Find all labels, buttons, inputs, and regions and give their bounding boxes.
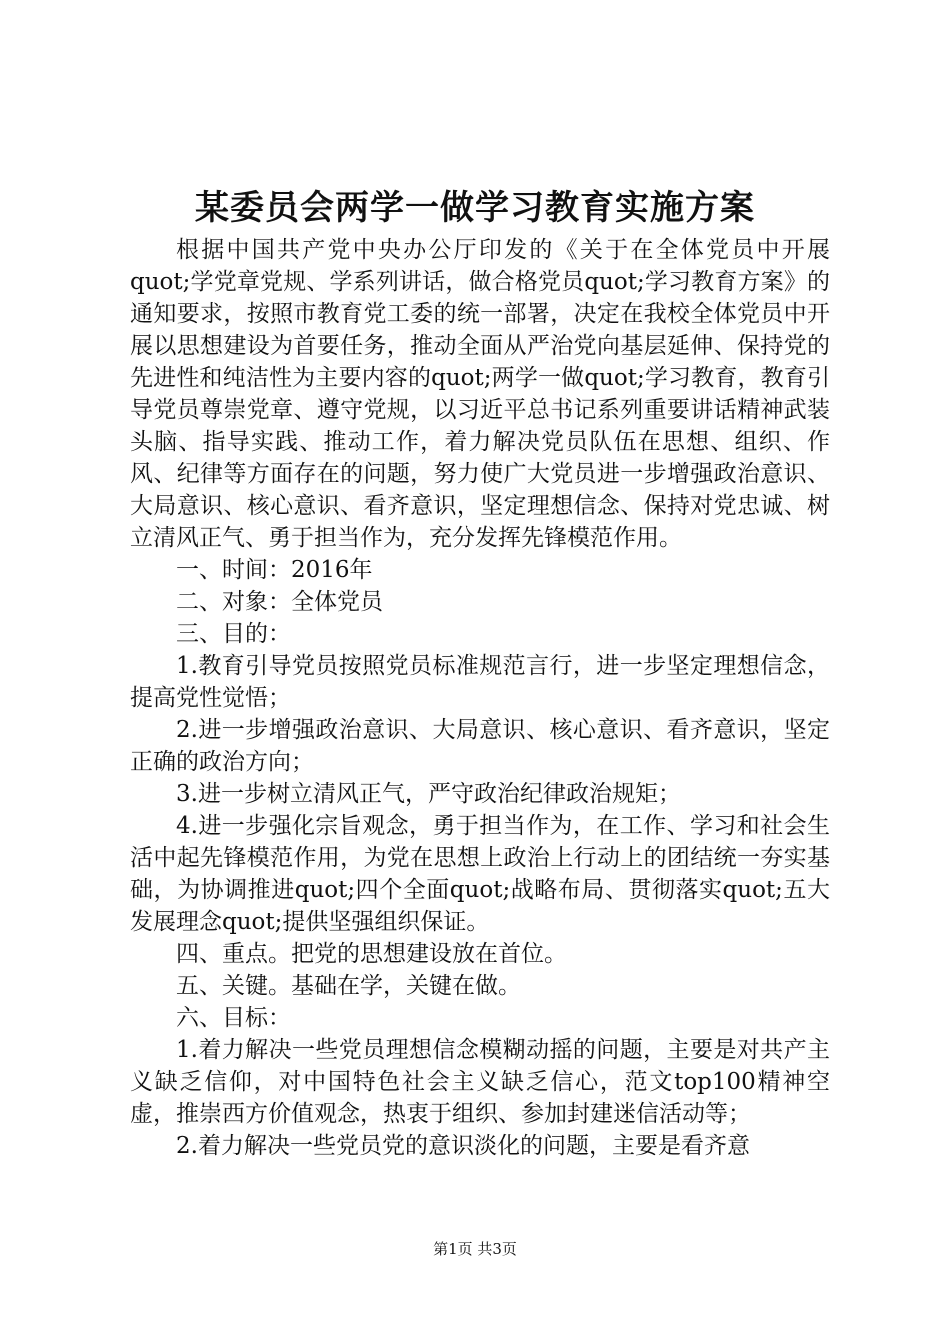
paragraph-purpose-4: 4.进一步强化宗旨观念，勇于担当作为，在工作、学习和社会生活中起先锋模范作用，为党在思想上政治上行动上的团结统一夯实基础，为协调推进quot;四个全面quot;战略布局、贯彻落实quot;五大发展理念quot;提供坚强组织保证。 xyxy=(130,813,830,935)
paragraph-goal-heading: 六、目标： xyxy=(176,1005,291,1031)
paragraph-key: 五、关键。基础在学，关键在做。 xyxy=(176,973,521,999)
paragraph-purpose-3: 3.进一步树立清风正气，严守政治纪律政治规矩； xyxy=(176,781,681,807)
paragraph-purpose-2: 2.进一步增强政治意识、大局意识、核心意识、看齐意识，坚定正确的政治方向； xyxy=(130,717,830,775)
paragraph-purpose-1: 1.教育引导党员按照党员标准规范言行，进一步坚定理想信念，提高党性觉悟； xyxy=(130,653,830,711)
paragraph-time: 一、时间：2016年 xyxy=(176,557,373,583)
paragraph-focus: 四、重点。把党的思想建设放在首位。 xyxy=(176,941,567,967)
paragraph-goal-1: 1.着力解决一些党员理想信念模糊动摇的问题，主要是对共产主义缺乏信仰，对中国特色社会主义缺乏信心，范文top100精神空虚，推崇西方价值观念，热衷于组织、参加封建迷信活动等； xyxy=(130,1037,830,1127)
page-number-footer: 第1页 共3页 xyxy=(433,1240,517,1258)
paragraph-goal-2: 2.着力解决一些党员党的意识淡化的问题，主要是看齐意 xyxy=(176,1133,750,1159)
document-title: 某委员会两学一做学习教育实施方案 xyxy=(195,188,755,228)
paragraph-intro: 根据中国共产党中央办公厅印发的《关于在全体党员中开展quot;学党章党规、学系列讲话，做合格党员quot;学习教育方案》的通知要求，按照市教育党工委的统一部署，决定在我校全体党员中开展以思想建设为首要任务，推动全面从严治党向基层延伸、保持党的先进性和纯洁性为主要内容的quot;两学一做quot;学习教育，教育引导党员尊崇党章、遵守党规，以习近平总书记系列重要讲话精神武装头脑、指导实践、推动工作，着力解决党员队伍在思想、组织、作风、纪律等方面存在的问题，努力使广大党员进一步增强政治意识、大局意识、核心意识、看齐意识，坚定理想信念、保持对党忠诚、树立清风正气、勇于担当作为，充分发挥先锋模范作用。 xyxy=(130,237,830,551)
paragraph-purpose-heading: 三、目的： xyxy=(176,621,291,647)
paragraph-target: 二、对象：全体党员 xyxy=(176,589,383,615)
document-body xyxy=(130,234,830,1162)
